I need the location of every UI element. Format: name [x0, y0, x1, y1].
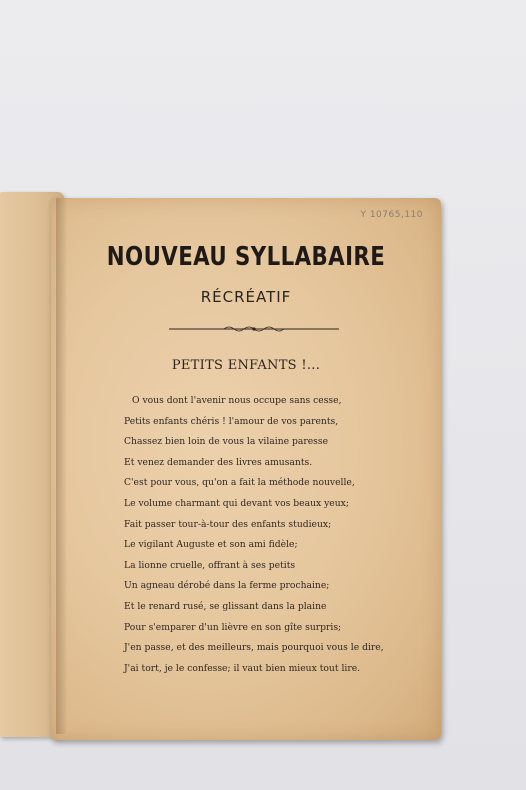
poem-line: Le volume charmant qui devant vos beaux yeux; [124, 497, 349, 509]
poem-line: Pour s'emparer d'un lièvre en son gîte surpris; [124, 621, 342, 633]
book-title: NOUVEAU SYLLABAIRE [106, 242, 386, 272]
poem-line: Petits enfants chéris ! l'amour de vos parents, [124, 415, 339, 427]
poem-line: Et le renard rusé, se glissant dans la plaine [124, 600, 327, 612]
poem-line: O vous dont l'avenir nous occupe sans cesse, [132, 395, 342, 406]
poem-line: La lionne cruelle, offrant à ses petits [124, 559, 296, 571]
poem-line: Chassez bien loin de vous la vilaine paresse [124, 436, 329, 448]
binding-shadow [56, 198, 66, 734]
poem-line: J'ai tort, je le confesse; il vaut bien mieux tout lire. [124, 662, 361, 674]
poem-line: Et venez demander des livres amusants. [124, 456, 313, 468]
poem-line: Un agneau dérobé dans la ferme prochaine; [124, 580, 330, 592]
poem-heading: PETITS ENFANTS !... [171, 358, 321, 373]
poem-body [124, 391, 424, 679]
poem-line: C'est pour vous, qu'on a fait la méthode nouvelle, [124, 477, 355, 489]
book-subtitle: RÉCRÉATIF [200, 288, 292, 306]
shelfmark-note: Y 10765,110 [360, 210, 423, 220]
poem-line: J'en passe, et des meilleurs, mais pourquoi vous le dire, [124, 642, 384, 654]
book-page [51, 198, 441, 740]
poem-line: Fait passer tour-à-tour des enfants studieux; [124, 518, 332, 530]
poem-line: Le vigilant Auguste et son ami fidèle; [124, 539, 298, 551]
ornamental-rule [169, 325, 339, 333]
